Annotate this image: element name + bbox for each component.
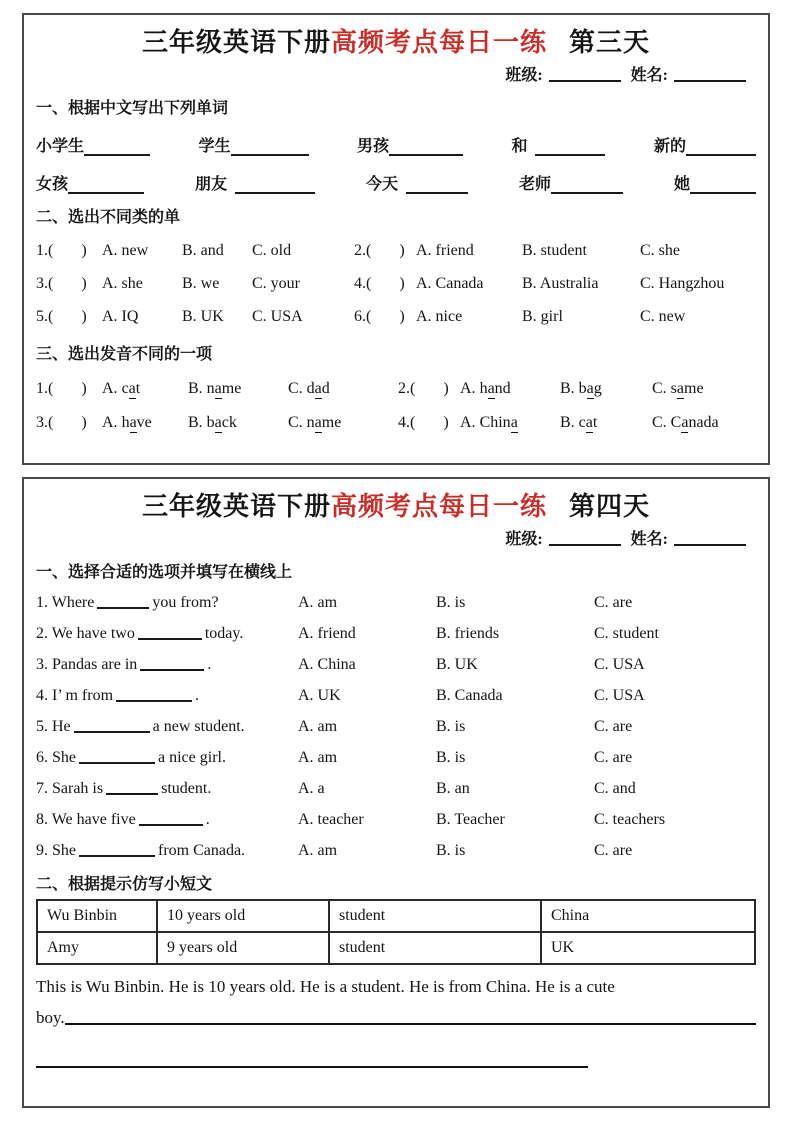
underlined-letter: a bbox=[681, 414, 689, 431]
question-text: 9. She from Canada. bbox=[36, 842, 246, 859]
phonics-row bbox=[36, 380, 756, 398]
option-a[interactable]: A. teacher bbox=[298, 811, 364, 828]
answer-slot[interactable]: ( ) bbox=[48, 242, 87, 259]
table-row bbox=[37, 932, 755, 964]
option-c[interactable]: C. dad bbox=[288, 380, 330, 397]
option-b[interactable]: B. and bbox=[182, 242, 224, 259]
option-a[interactable]: A. she bbox=[102, 275, 143, 292]
page-title bbox=[36, 22, 756, 59]
fill-blank[interactable] bbox=[406, 179, 468, 194]
writing-line[interactable] bbox=[65, 1023, 756, 1025]
word-label: 女孩 bbox=[36, 176, 69, 193]
option-c[interactable]: C. and bbox=[594, 780, 636, 797]
option-a[interactable]: A. UK bbox=[298, 687, 341, 704]
question-text: 1. Where you from? bbox=[36, 594, 219, 611]
question-row bbox=[36, 592, 756, 613]
option-b[interactable]: B. an bbox=[436, 780, 470, 797]
option-b[interactable]: B. bag bbox=[560, 380, 602, 397]
option-b[interactable]: B. Teacher bbox=[436, 811, 505, 828]
option-b[interactable]: B. girl bbox=[522, 308, 563, 325]
option-a[interactable]: A. Canada bbox=[416, 275, 484, 292]
answer-slot[interactable]: ( ) bbox=[366, 308, 405, 325]
prompt-table bbox=[36, 899, 756, 965]
question-text: 3. Pandas are in . bbox=[36, 656, 212, 673]
table-cell: China bbox=[541, 900, 755, 932]
underlined-letter: a bbox=[676, 380, 685, 397]
word-row bbox=[36, 171, 756, 194]
word-label: 今天 bbox=[365, 176, 398, 193]
question-text: 8. We have five . bbox=[36, 811, 210, 828]
fill-blank[interactable] bbox=[74, 718, 150, 733]
table-cell: Amy bbox=[37, 932, 157, 964]
name-fill-blank[interactable] bbox=[674, 531, 746, 546]
option-a[interactable]: A. new bbox=[102, 242, 149, 259]
question-row bbox=[36, 685, 756, 706]
option-c[interactable]: C. Hangzhou bbox=[640, 275, 725, 292]
option-c[interactable]: C. teachers bbox=[594, 811, 666, 828]
word-item bbox=[654, 133, 756, 156]
word-label: 朋友 bbox=[194, 176, 227, 193]
option-b[interactable]: B. Canada bbox=[436, 687, 503, 704]
question-number: 4.( ) bbox=[354, 275, 405, 292]
option-c[interactable]: C. are bbox=[594, 594, 633, 611]
fill-blank[interactable] bbox=[138, 625, 202, 640]
answer-slot[interactable]: ( ) bbox=[48, 380, 87, 397]
word-item bbox=[36, 171, 144, 194]
option-a[interactable]: A. am bbox=[298, 594, 338, 611]
fill-blank[interactable] bbox=[535, 141, 605, 156]
fill-blank[interactable] bbox=[106, 780, 158, 795]
fill-blank[interactable] bbox=[140, 656, 204, 671]
word-label: 小学生 bbox=[36, 138, 85, 155]
option-c[interactable]: C. are bbox=[594, 842, 633, 859]
word-label: 学生 bbox=[198, 138, 231, 155]
word-label: 新的 bbox=[653, 138, 686, 155]
answer-slot[interactable]: ( ) bbox=[366, 275, 405, 292]
question-number: 3.( ) bbox=[36, 275, 87, 292]
option-b[interactable]: B. is bbox=[436, 594, 466, 611]
table-cell: 10 years old bbox=[157, 900, 329, 932]
question-number: 1.( ) bbox=[36, 380, 87, 397]
word-item bbox=[674, 171, 756, 194]
fill-blank[interactable] bbox=[84, 141, 150, 156]
option-c[interactable]: C. USA bbox=[252, 308, 303, 325]
option-c[interactable]: C. student bbox=[594, 625, 659, 642]
option-c[interactable]: C. are bbox=[594, 749, 633, 766]
choice-row bbox=[36, 242, 756, 260]
option-b[interactable]: B. UK bbox=[436, 656, 478, 673]
title-highlight: 高频考点每日一练 bbox=[330, 492, 547, 521]
option-a[interactable]: A. friend bbox=[416, 242, 474, 259]
word-item bbox=[198, 133, 308, 156]
class-label: 班级: bbox=[505, 67, 543, 84]
fill-blank[interactable] bbox=[231, 141, 309, 156]
underlined-letter: a bbox=[510, 414, 518, 431]
question-row bbox=[36, 716, 756, 737]
underlined-letter: a bbox=[314, 380, 322, 397]
option-a[interactable]: A. am bbox=[298, 718, 338, 735]
option-b[interactable]: B. is bbox=[436, 718, 466, 735]
underlined-letter: a bbox=[214, 380, 222, 397]
fill-blank[interactable] bbox=[79, 842, 155, 857]
section-title: 一、根据中文写出下列单词 bbox=[36, 100, 229, 117]
question-text: 4. I’ m from . bbox=[36, 687, 200, 704]
option-a[interactable]: A. friend bbox=[298, 625, 356, 642]
title-day: 第四天 bbox=[569, 492, 651, 521]
option-c[interactable]: C. are bbox=[594, 718, 633, 735]
underlined-letter: a bbox=[585, 414, 593, 431]
title-prefix: 三年级英语下册 bbox=[141, 28, 331, 57]
option-c[interactable]: C. old bbox=[252, 242, 292, 259]
answer-slot[interactable]: ( ) bbox=[410, 414, 449, 431]
word-row bbox=[36, 133, 756, 156]
question-row bbox=[36, 778, 756, 799]
option-b[interactable]: B. is bbox=[436, 749, 466, 766]
fill-blank[interactable] bbox=[686, 141, 756, 156]
option-c[interactable]: C. USA bbox=[594, 656, 645, 673]
fill-blank[interactable] bbox=[68, 179, 144, 194]
name-fill-blank[interactable] bbox=[674, 67, 746, 82]
question-number: 4.( ) bbox=[398, 414, 449, 431]
question-text: 5. He a new student. bbox=[36, 718, 245, 735]
option-b[interactable]: B. UK bbox=[182, 308, 224, 325]
option-b[interactable]: B. friends bbox=[436, 625, 500, 642]
question-row bbox=[36, 654, 756, 675]
option-a[interactable]: A. am bbox=[298, 842, 338, 859]
option-c[interactable]: C. same bbox=[652, 380, 704, 397]
choice-row bbox=[36, 308, 756, 326]
choice-row bbox=[36, 275, 756, 293]
phonics-row bbox=[36, 414, 756, 432]
name-label: 姓名: bbox=[630, 67, 668, 84]
title-prefix: 三年级英语下册 bbox=[141, 492, 331, 521]
answer-slot[interactable]: ( ) bbox=[410, 380, 449, 397]
worksheet-day3 bbox=[22, 13, 770, 465]
question-row bbox=[36, 747, 756, 768]
question-text: 6. She a nice girl. bbox=[36, 749, 226, 766]
word-label: 男孩 bbox=[356, 138, 389, 155]
word-label: 老师 bbox=[518, 176, 551, 193]
option-a[interactable]: A. IQ bbox=[102, 308, 139, 325]
underlined-letter: a bbox=[128, 380, 136, 397]
option-c[interactable]: C. USA bbox=[594, 687, 645, 704]
word-item bbox=[511, 133, 605, 156]
fill-blank[interactable] bbox=[139, 811, 203, 826]
question-text: 7. Sarah is student. bbox=[36, 780, 212, 797]
section-title: 三、选出发音不同的一项 bbox=[36, 346, 213, 363]
option-a[interactable]: A. cat bbox=[102, 380, 141, 397]
table-cell: student bbox=[329, 900, 541, 932]
name-label: 姓名: bbox=[630, 531, 668, 548]
essay-text: boy. bbox=[36, 1008, 65, 1027]
table-cell: UK bbox=[541, 932, 755, 964]
section-title: 二、根据提示仿写小短文 bbox=[36, 876, 213, 893]
question-number: 6.( ) bbox=[354, 308, 405, 325]
answer-slot[interactable]: ( ) bbox=[366, 242, 405, 259]
fill-blank[interactable] bbox=[690, 179, 756, 194]
title-day: 第三天 bbox=[569, 28, 651, 57]
option-c[interactable]: C. new bbox=[640, 308, 686, 325]
underlined-letter: a bbox=[214, 414, 222, 431]
fill-blank[interactable] bbox=[551, 179, 623, 194]
essay-text: This is Wu Binbin. He is 10 years old. He is a student. He is from China. He is a cute bbox=[36, 977, 615, 996]
question-number: 1.( ) bbox=[36, 242, 87, 259]
class-name-line bbox=[36, 62, 756, 85]
option-a[interactable]: A. have bbox=[102, 414, 152, 431]
option-c[interactable]: C. name bbox=[288, 414, 342, 431]
class-fill-blank[interactable] bbox=[549, 67, 621, 82]
question-number: 5.( ) bbox=[36, 308, 87, 325]
underlined-letter: a bbox=[314, 414, 322, 431]
question-number: 2.( ) bbox=[398, 380, 449, 397]
fill-blank[interactable] bbox=[235, 179, 315, 194]
word-label: 和 bbox=[511, 138, 528, 155]
question-row bbox=[36, 623, 756, 644]
table-cell: 9 years old bbox=[157, 932, 329, 964]
question-number: 3.( ) bbox=[36, 414, 87, 431]
option-a[interactable]: A. am bbox=[298, 749, 338, 766]
underlined-letter: a bbox=[129, 414, 137, 431]
option-b[interactable]: B. is bbox=[436, 842, 466, 859]
option-b[interactable]: B. name bbox=[188, 380, 242, 397]
section-title: 二、选出不同类的单 bbox=[36, 209, 181, 226]
section-title: 一、选择合适的选项并填写在横线上 bbox=[36, 564, 293, 581]
class-name-line bbox=[36, 526, 756, 549]
option-b[interactable]: B. student bbox=[522, 242, 587, 259]
answer-slot[interactable]: ( ) bbox=[48, 275, 87, 292]
underlined-letter: a bbox=[487, 380, 495, 397]
word-item bbox=[195, 171, 315, 194]
writing-line[interactable] bbox=[36, 1066, 588, 1068]
option-a[interactable]: A. a bbox=[298, 780, 325, 797]
option-a[interactable]: A. China bbox=[298, 656, 356, 673]
table-cell: Wu Binbin bbox=[37, 900, 157, 932]
answer-slot[interactable]: ( ) bbox=[48, 308, 87, 325]
answer-slot[interactable]: ( ) bbox=[48, 414, 87, 431]
class-label: 班级: bbox=[505, 531, 543, 548]
option-c[interactable]: C. Canada bbox=[652, 414, 719, 431]
word-item bbox=[36, 133, 150, 156]
word-item bbox=[366, 171, 468, 194]
question-number: 2.( ) bbox=[354, 242, 405, 259]
fill-blank[interactable] bbox=[79, 749, 155, 764]
word-label: 她 bbox=[673, 176, 690, 193]
table-cell: student bbox=[329, 932, 541, 964]
page-title bbox=[36, 486, 756, 523]
option-b[interactable]: B. back bbox=[188, 414, 237, 431]
question-row bbox=[36, 809, 756, 830]
word-item bbox=[519, 171, 623, 194]
fill-blank[interactable] bbox=[389, 141, 463, 156]
option-c[interactable]: C. your bbox=[252, 275, 300, 292]
option-a[interactable]: A. China bbox=[460, 414, 518, 431]
word-item bbox=[357, 133, 463, 156]
question-row bbox=[36, 840, 756, 861]
option-a[interactable]: A. hand bbox=[460, 380, 511, 397]
question-text: 2. We have two today. bbox=[36, 625, 244, 642]
option-b[interactable]: B. cat bbox=[560, 414, 598, 431]
essay-continuation bbox=[36, 1008, 756, 1028]
option-a[interactable]: A. nice bbox=[416, 308, 463, 325]
underlined-letter: a bbox=[586, 380, 594, 397]
title-highlight: 高频考点每日一练 bbox=[330, 28, 547, 57]
worksheet-day4 bbox=[22, 477, 770, 1108]
fill-blank[interactable] bbox=[97, 594, 149, 609]
class-fill-blank[interactable] bbox=[549, 531, 621, 546]
option-c[interactable]: C. she bbox=[640, 242, 680, 259]
option-b[interactable]: B. we bbox=[182, 275, 220, 292]
option-b[interactable]: B. Australia bbox=[522, 275, 599, 292]
fill-blank[interactable] bbox=[116, 687, 192, 702]
table-row bbox=[37, 900, 755, 932]
